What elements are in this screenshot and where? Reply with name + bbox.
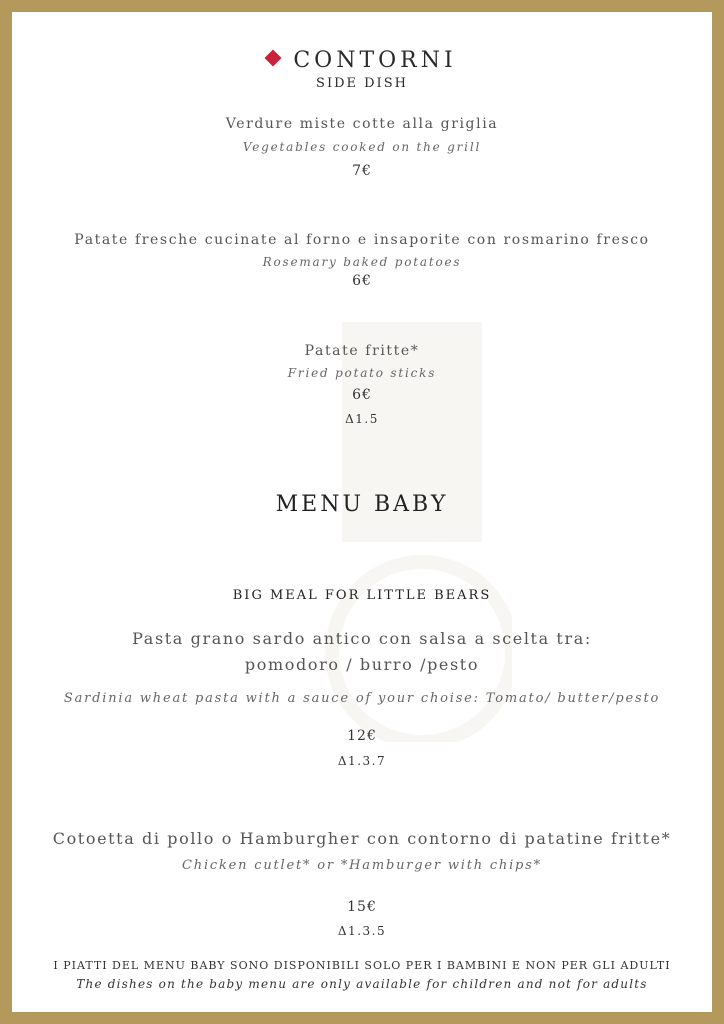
baby-dish-allergens: Δ1.3.7 bbox=[337, 754, 387, 768]
baby-dish-price: 15€ bbox=[347, 899, 377, 915]
page-title bbox=[12, 48, 712, 73]
menu-baby-subheading: BIG MEAL FOR LITTLE BEARS bbox=[232, 588, 492, 603]
baby-dish-price: 12€ bbox=[347, 728, 377, 744]
section-subtitle: SIDE DISH bbox=[316, 76, 408, 91]
footer-note-en: The dishes on the baby menu are only available for children and not for adults bbox=[76, 977, 648, 991]
baby-dish-name-it: Cotoetta di pollo o Hamburgher con contorno di patatine fritte* bbox=[52, 829, 672, 848]
dish-name-it: Verdure miste cotte alla griglia bbox=[225, 116, 499, 132]
tower-watermark-icon bbox=[312, 322, 512, 742]
baby-dish-name-en: Chicken cutlet* or *Hamburger with chips* bbox=[182, 858, 542, 873]
footer-note-it: I PIATTI DEL MENU BABY SONO DISPONIBILI SOLO PER I BAMBINI E NON PER GLI ADULTI bbox=[53, 959, 671, 972]
section-title: CONTORNI bbox=[293, 48, 457, 73]
baby-dish-name-it: Pasta grano sardo antico con salsa a scelta tra: bbox=[132, 629, 592, 648]
dish-name-en: Vegetables cooked on the grill bbox=[242, 140, 482, 154]
baby-dish-name-it-line2: pomodoro / burro /pesto bbox=[244, 655, 480, 674]
dish-price: 6€ bbox=[352, 273, 372, 289]
dish-name-en: Rosemary baked potatoes bbox=[262, 255, 462, 269]
dish-allergens: Δ1.5 bbox=[345, 412, 379, 426]
dish-price: 7€ bbox=[352, 163, 372, 179]
dish-name-en: Fried potato sticks bbox=[287, 366, 437, 380]
baby-dish-allergens: Δ1.3.5 bbox=[337, 924, 387, 938]
menu-baby-title: MENU BABY bbox=[275, 492, 449, 517]
menu-page bbox=[12, 12, 712, 1012]
dish-name-it: Patate fritte* bbox=[304, 343, 420, 359]
baby-dish-name-en: Sardinia wheat pasta with a sauce of your choise: Tomato/ butter/pesto bbox=[63, 691, 661, 706]
dish-price: 6€ bbox=[352, 387, 372, 403]
diamond-icon bbox=[265, 50, 282, 67]
dish-name-it: Patate fresche cucinate al forno e insaporite con rosmarino fresco bbox=[74, 232, 650, 248]
